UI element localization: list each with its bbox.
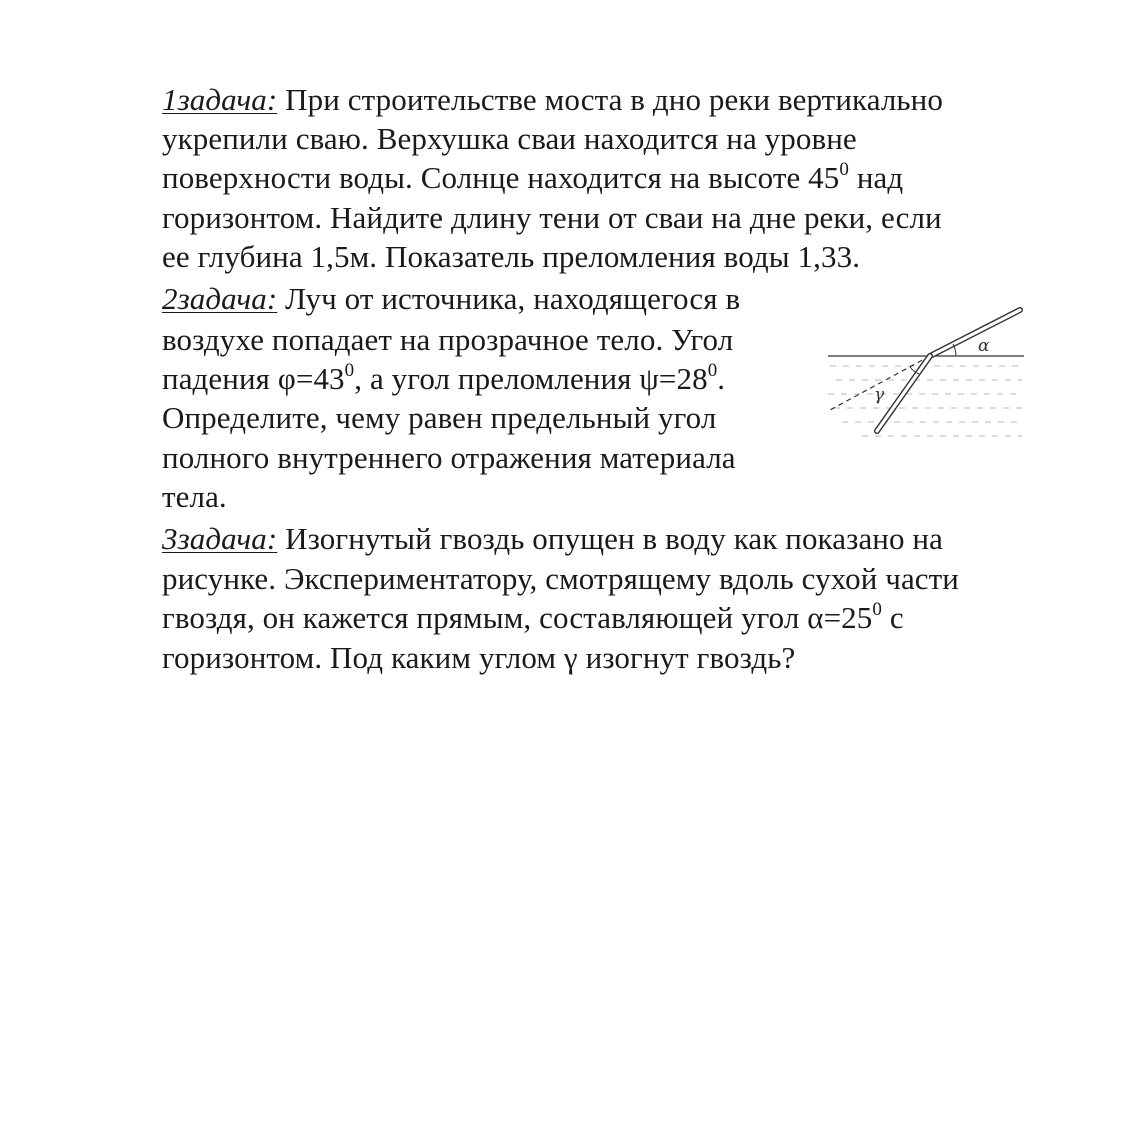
task2-text-3c: . (717, 361, 726, 396)
task1-line-5 (162, 237, 860, 277)
task2-degree-superscript-2: 0 (707, 360, 718, 381)
task2-line-1 (162, 279, 740, 319)
task2-degree-superscript-1: 0 (344, 360, 355, 381)
task2-line-3 (162, 359, 725, 399)
task1-label: 1задача: (162, 82, 278, 117)
task3-text-3a: гвоздя, он кажется прямым, составляющей угол α=25 (162, 600, 873, 635)
gamma-label: γ (874, 385, 885, 405)
task3-degree-superscript: 0 (872, 599, 882, 620)
task2-text-2: воздухе попадает на прозрачное тело. Угол (162, 322, 734, 357)
task1-line-4 (162, 198, 942, 238)
task2-line-5 (162, 438, 736, 478)
task1-degree-superscript: 0 (839, 159, 849, 180)
task2-line-6 (162, 477, 227, 517)
alpha-label: α (978, 336, 990, 356)
task1-line-2 (162, 119, 857, 159)
task3-line-1 (162, 519, 943, 559)
task2-line-2 (162, 320, 733, 360)
task3-line-3 (162, 598, 904, 638)
task2-text-3b: , а угол преломления ψ=28 (354, 361, 708, 396)
task3-label: 3задача: (162, 521, 278, 556)
task3-text-4: горизонтом. Под каким углом γ изогнут гвоздь? (162, 640, 796, 675)
task2-text-3a: падения φ=43 (162, 361, 345, 396)
task1-text-4: горизонтом. Найдите длину тени от сваи на дне реки, если (162, 200, 942, 235)
task2-text-5: полного внутреннего отражения материала (162, 440, 736, 475)
task2-text-6: тела. (162, 479, 227, 514)
nail-dry-part-inner (930, 310, 1020, 356)
task2-line-4 (162, 398, 716, 438)
task1-text-3a: поверхности воды. Солнце находится на высоте 45 (162, 160, 840, 195)
task1-text-5: ее глубина 1,5м. Показатель преломления воды 1,33. (162, 239, 861, 274)
task3-line-4 (162, 638, 795, 678)
task3-text-2: рисунке. Экспериментатору, смотрящему вдоль сухой части (162, 561, 959, 596)
task3-line-2 (162, 559, 959, 599)
task3-text-3b: с (881, 600, 904, 635)
task1-line-1 (162, 80, 943, 120)
water-hatching (828, 366, 1022, 436)
task1-text-1: При строительстве моста в дно реки вертикально (277, 82, 943, 117)
task1-text-2: укрепили сваю. Верхушка сваи находится на уровне (162, 121, 857, 156)
task2-label: 2задача: (162, 281, 278, 316)
task3-text-1: Изогнутый гвоздь опущен в воду как показано на (277, 521, 943, 556)
task1-line-3 (162, 158, 903, 198)
bent-nail-figure (822, 300, 1032, 450)
task1-text-3b: над (849, 160, 904, 195)
task2-text-1: Луч от источника, находящегося в (277, 281, 741, 316)
task2-text-4: Определите, чему равен предельный угол (162, 400, 717, 435)
